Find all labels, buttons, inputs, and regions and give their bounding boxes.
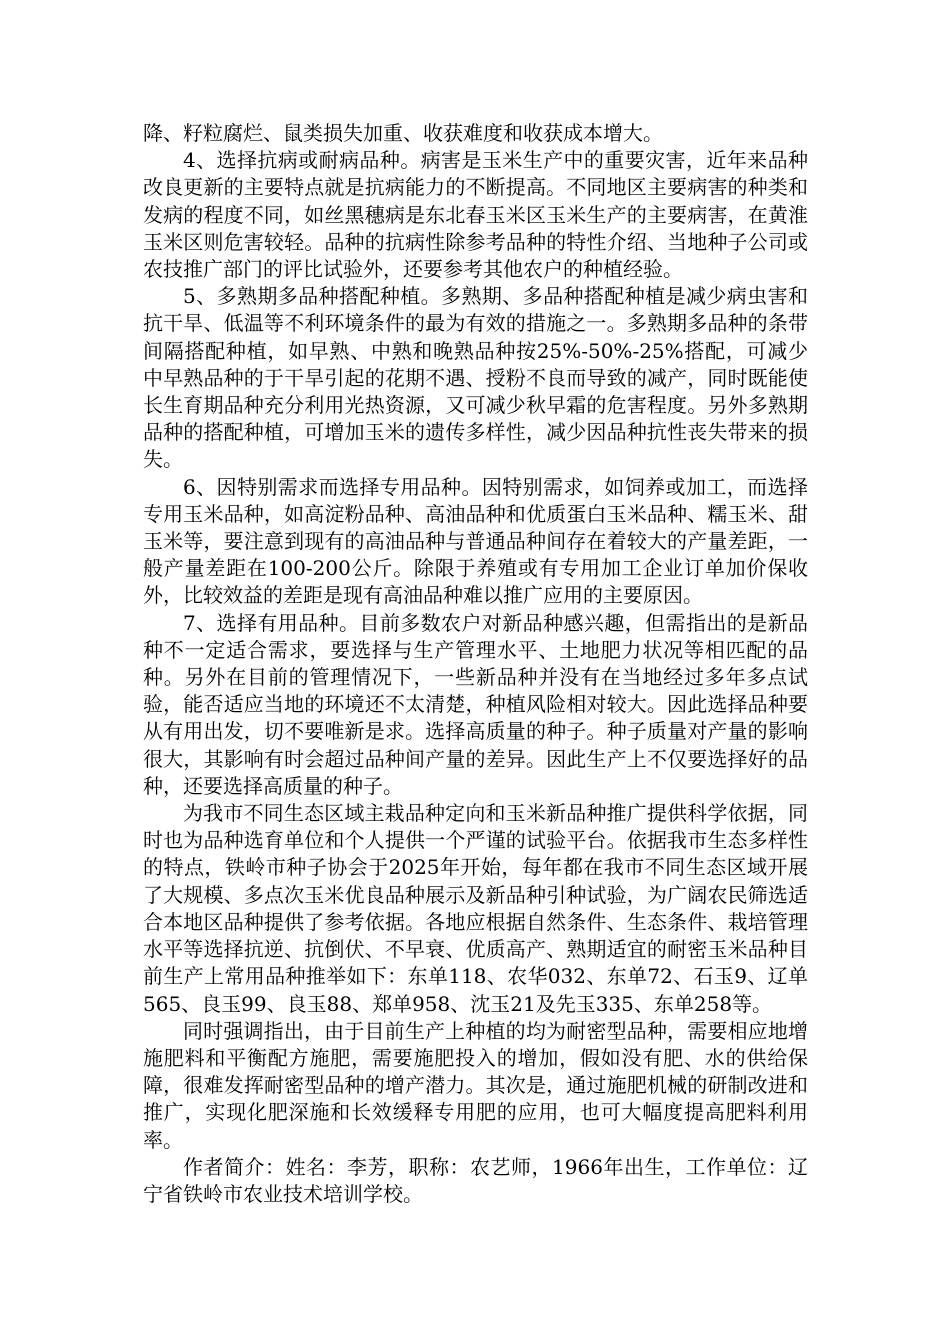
paragraph-author-bio: 作者简介：姓名：李芳，职称：农艺师，1966年出生，工作单位：辽宁省铁岭市农业技术培训学校。 xyxy=(143,1154,808,1206)
paragraph-continuation: 降、籽粒腐烂、鼠类损失加重、收获难度和收获成本增大。 xyxy=(143,121,663,145)
paragraph-multi-maturity-planting: 5、多熟期多品种搭配种植。多熟期、多品种搭配种植是减少病虫害和抗干旱、低温等不利环境条件的最为有效的措施之一。多熟期多品种的条带间隔搭配种植，如早熟、中熟和晚熟品种按25%-50%-25%搭配，可减少中早熟品种的于干旱引起的花期不遇、授粉不良而导致的减产，同时既能使长生育期品种充分利用光热资源，又可减少秋早霜的危害程度。另外多熟期品种的搭配种植，可增加玉米的遗传多样性，减少因品种抗性丧失带来的损失。 xyxy=(143,284,808,472)
paragraph-special-purpose-varieties: 6、因特别需求而选择专用品种。因特别需求，如饲养或加工，而选择专用玉米品种，如高淀粉品种、高油品种和优质蛋白玉米品种、糯玉米、甜玉米等，要注意到现有的高油品种与普通品种间存在着较大的产量差距，一般产量差距在100-200公斤。除限于养殖或有专用加工企业订单加价保收外，比较效益的差距是现有高油品种难以推广应用的主要原因。 xyxy=(143,474,808,608)
paragraph-regional-trials: 为我市不同生态区域主栽品种定向和玉米新品种推广提供科学依据，同时也为品种选育单位和个人提供一个严谨的试验平台。依据我市生态多样性的特点，铁岭市种子协会于2025年开始，每年都在我市不同生态区域开展了大规模、多点次玉米优良品种展示及新品种引种试验，为广阔农民筛选适合本地区品种提供了参考依据。各地应根据自然条件、生态条件、栽培管理水平等选择抗逆、抗倒伏、不早衰、优质高产、熟期适宜的耐密玉米品种目前生产上常用品种推举如下：东单118、农华032、东单72、石玉9、辽单565、良玉99、良玉88、郑单958、沈玉21及先玉335、东单258等。 xyxy=(143,801,808,1016)
document-body xyxy=(143,120,808,1208)
paragraph-useful-varieties: 7、选择有用品种。目前多数农户对新品种感兴趣，但需指出的是新品种不一定适合需求，要选择与生产管理水平、土地肥力状况等相匹配的品种。另外在目前的管理情况下，一些新品种并没有在当地经过多年多点试验，能否适应当地的环境还不太清楚，种植风险相对较大。因此选择品种要从有用出发，切不要唯新是求。选择高质量的种子。种子质量对产量的影响很大，其影响有时会超过品种间产量的差异。因此生产上不仅要选择好的品种，还要选择高质量的种子。 xyxy=(143,610,808,798)
paragraph-disease-resistant-varieties: 4、选择抗病或耐病品种。病害是玉米生产中的重要灾害，近年来品种改良更新的主要特点就是抗病能力的不断提高。不同地区主要病害的种类和发病的程度不同，如丝黑穗病是东北春玉米区玉米生产的主要病害，在黄淮玉米区则危害较轻。品种的抗病性除参考品种的特性介绍、当地种子公司或农技推广部门的评比试验外，还要参考其他农户的种植经验。 xyxy=(143,148,808,282)
paragraph-fertilization: 同时强调指出，由于目前生产上种植的均为耐密型品种，需要相应地增施肥料和平衡配方施肥，需要施肥投入的增加，假如没有肥、水的供给保障，很难发挥耐密型品种的增产潜力。其次是，通过施肥机械的研制改进和推广，实现化肥深施和长效缓释专用肥的应用，也可大幅度提高肥料利用率。 xyxy=(143,1018,808,1152)
